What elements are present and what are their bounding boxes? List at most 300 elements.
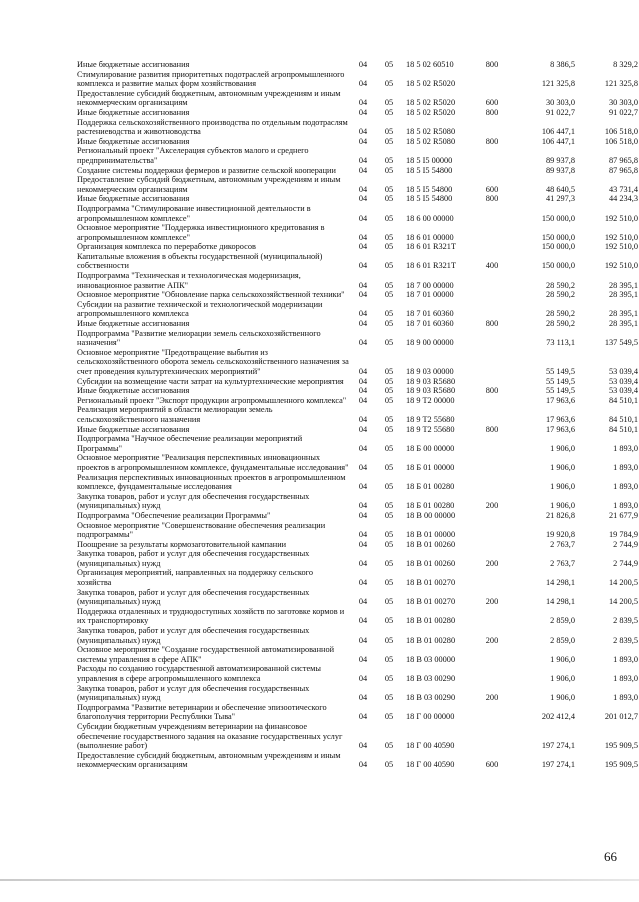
- amount-year-1: 55 149,5: [545, 367, 575, 376]
- expense-type-code: 200: [485, 558, 499, 568]
- subsection-code: 05: [384, 242, 394, 252]
- target-article-code: 18 Б 01 00280: [406, 501, 455, 511]
- page-number: 66: [604, 849, 617, 864]
- amount-year-1: 2 859,0: [550, 616, 575, 626]
- table-row: [0, 386, 639, 396]
- amount-year-1: 55 149,5: [545, 386, 575, 396]
- amount-year-2: 28 395,1: [608, 319, 638, 329]
- section-code: 04: [358, 539, 368, 549]
- section-code: 04: [358, 309, 368, 319]
- amount-year-1: 121 325,8: [541, 79, 575, 89]
- target-article-code: 18 9 03 00000: [406, 367, 454, 376]
- amount-year-1: 21 826,8: [545, 510, 575, 520]
- target-article-code: 18 6 01 R321T: [406, 242, 457, 252]
- subsection-code: 05: [384, 414, 394, 424]
- table-row: [0, 722, 639, 751]
- row-name: Иные бюджетные ассигнования: [77, 319, 190, 329]
- target-article-code: 18 В 01 00280: [406, 616, 456, 626]
- subsection-code: 05: [384, 194, 394, 204]
- target-article-code: 18 5 02 R5080: [406, 127, 456, 137]
- subsection-code: 05: [384, 107, 394, 117]
- target-article-code: 18 9 T2 55680: [406, 424, 455, 434]
- target-article-code: 18 Г 00 00000: [406, 712, 455, 722]
- target-article-code: 18 В 03 00290: [406, 693, 456, 703]
- table-row: [0, 684, 639, 703]
- row-name: Организация мероприятий, направленных на поддержку сельского хозяйства: [77, 568, 314, 588]
- table-row: [0, 453, 639, 472]
- row-name: Подпрограмма "Развитие мелиорации земель сельскохозяйственного назначения": [77, 328, 321, 348]
- amount-year-1: 1 906,0: [550, 654, 575, 664]
- row-name: Региональный проект "Акселерация субъектов малого и среднего предпринимательства": [77, 146, 309, 165]
- subsection-code: 05: [384, 558, 394, 568]
- subsection-code: 05: [384, 510, 394, 520]
- table-row: [0, 166, 639, 176]
- table-row: [0, 607, 639, 626]
- row-name: Предоставление субсидий бюджетным, автономным учреждениям и иным некоммерческим организациям: [77, 88, 341, 108]
- expense-type-code: 400: [485, 261, 499, 271]
- target-article-code: 18 Б 01 00000: [406, 462, 455, 472]
- target-article-code: 18 6 01 R321T: [406, 261, 457, 271]
- section-code: 04: [358, 213, 368, 223]
- amount-year-1: 2 763,7: [550, 539, 575, 549]
- subsection-code: 05: [384, 712, 394, 722]
- section-code: 04: [358, 558, 368, 568]
- amount-year-2: 2 839,5: [613, 616, 638, 626]
- subsection-code: 05: [384, 290, 394, 300]
- amount-year-2: 53 039,4: [608, 376, 638, 386]
- amount-year-2: 84 510,1: [608, 414, 638, 424]
- amount-year-2: 84 510,1: [608, 395, 638, 405]
- amount-year-2: 14 200,5: [608, 578, 638, 588]
- amount-year-2: 28 395,1: [608, 290, 638, 300]
- row-name: Основное мероприятие "Предотвращение выбытия из сельскохозяйственного оборота земель сельскохозяйственного назначения за счет проведения культуртехнических мероприятий": [77, 347, 349, 376]
- target-article-code: 18 7 01 60360: [406, 309, 454, 319]
- amount-year-2: 2 744,9: [613, 539, 638, 549]
- subsection-code: 05: [384, 60, 394, 69]
- amount-year-1: 89 937,8: [545, 155, 575, 165]
- section-code: 04: [358, 165, 368, 175]
- section-code: 04: [358, 107, 368, 117]
- section-code: 04: [358, 654, 368, 664]
- expense-type-code: 200: [485, 501, 499, 511]
- subsection-code: 05: [384, 338, 394, 348]
- subsection-code: 05: [384, 462, 394, 472]
- row-name: Подпрограмма "Стимулирование инвестиционной деятельности в агропромышленном комплексе": [77, 203, 311, 223]
- table-row: [0, 137, 639, 147]
- row-name: Подпрограмма "Научное обеспечение реализации мероприятий Программы": [77, 434, 303, 453]
- table-row: [0, 396, 639, 406]
- amount-year-1: 41 297,3: [545, 194, 575, 204]
- amount-year-2: 1 893,0: [613, 501, 638, 511]
- table-row: [0, 146, 639, 165]
- amount-year-2: 2 839,5: [613, 635, 638, 645]
- expense-type-code: 800: [485, 424, 499, 434]
- amount-year-1: 28 590,2: [545, 290, 575, 300]
- table-row: [0, 300, 639, 319]
- row-name: Иные бюджетные ассигнования: [77, 60, 190, 69]
- amount-year-1: 1 906,0: [550, 501, 575, 511]
- section-code: 04: [358, 376, 368, 386]
- amount-year-1: 14 298,1: [545, 578, 575, 588]
- table-row: [0, 194, 639, 204]
- section-code: 04: [358, 127, 368, 137]
- row-name: Субсидии на развитие технической и технологической модернизации агропромышленного комплекса: [77, 299, 323, 319]
- amount-year-2: 192 510,0: [604, 232, 638, 242]
- amount-year-2: 1 893,0: [613, 654, 638, 664]
- row-name: Иные бюджетные ассигнования: [77, 386, 190, 396]
- row-name: Создание системы поддержки фермеров и развитие сельской кооперации: [77, 165, 336, 175]
- row-name: Иные бюджетные ассигнования: [77, 136, 190, 146]
- row-name: Предоставление субсидий бюджетным, автономным учреждениям и иным некоммерческим организациям: [77, 175, 341, 194]
- amount-year-2: 192 510,0: [604, 242, 638, 252]
- row-name: Закупка товаров, работ и услуг для обеспечения государственных (муниципальных) нужд: [77, 683, 310, 703]
- table-row: [0, 405, 639, 424]
- expense-type-code: 800: [485, 107, 499, 117]
- amount-year-2: 87 965,8: [608, 165, 638, 175]
- row-name: Предоставление субсидий бюджетным, автономным учреждениям и иным некоммерческим организациям: [77, 750, 341, 770]
- amount-year-2: 28 395,1: [608, 280, 638, 290]
- table-row: [0, 751, 639, 770]
- row-name: Субсидии на возмещение части затрат на культуртехнические мероприятия: [77, 376, 344, 386]
- target-article-code: 18 5 I5 54800: [406, 165, 453, 175]
- target-article-code: 18 В 01 00270: [406, 597, 456, 607]
- amount-year-1: 55 149,5: [545, 376, 575, 386]
- amount-year-2: 1 893,0: [613, 674, 638, 683]
- amount-year-1: 2 859,0: [550, 635, 575, 645]
- target-article-code: 18 9 T2 55680: [406, 414, 455, 424]
- row-name: Региональный проект "Экспорт продукции агропромышленного комплекса": [77, 395, 347, 405]
- amount-year-2: 44 234,3: [608, 194, 638, 204]
- amount-year-2: 106 518,0: [604, 127, 638, 137]
- row-name: Поддержка сельскохозяйственного производства по отдельным подотраслям растениеводства и животноводства: [77, 117, 348, 137]
- target-article-code: 18 Г 00 40590: [406, 760, 455, 770]
- amount-year-2: 21 677,9: [608, 510, 638, 520]
- target-article-code: 18 В 01 00260: [406, 558, 456, 568]
- subsection-code: 05: [384, 376, 394, 386]
- section-code: 04: [358, 510, 368, 520]
- subsection-code: 05: [384, 232, 394, 242]
- amount-year-2: 1 893,0: [613, 693, 638, 703]
- target-article-code: 18 5 02 R5020: [406, 107, 456, 117]
- amount-year-2: 192 510,0: [604, 261, 638, 271]
- amount-year-2: 2 744,9: [613, 558, 638, 568]
- table-row: [0, 204, 639, 223]
- target-article-code: 18 7 01 60360: [406, 319, 454, 329]
- expense-type-code: 600: [485, 98, 499, 108]
- table-row: [0, 175, 639, 194]
- section-code: 04: [358, 98, 368, 108]
- amount-year-2: 1 893,0: [613, 462, 638, 472]
- table-row: [0, 319, 639, 329]
- row-name: Реализация мероприятий в области мелиорации земель сельскохозяйственного назначения: [77, 405, 273, 424]
- amount-year-2: 14 200,5: [608, 597, 638, 607]
- amount-year-1: 17 963,6: [545, 424, 575, 434]
- table-row: [0, 473, 639, 492]
- amount-year-1: 1 906,0: [550, 482, 575, 492]
- row-name: Расходы по созданию государственной автоматизированной системы управления в сфере агропромышленного комплекса: [77, 664, 321, 683]
- target-article-code: 18 9 03 R5680: [406, 376, 456, 386]
- target-article-code: 18 В 03 00000: [406, 654, 456, 664]
- amount-year-1: 91 022,7: [545, 107, 575, 117]
- table-row: [0, 511, 639, 521]
- amount-year-1: 106 447,1: [541, 136, 575, 146]
- subsection-code: 05: [384, 136, 394, 146]
- amount-year-1: 19 920,8: [545, 530, 575, 540]
- expense-type-code: 200: [485, 635, 499, 645]
- subsection-code: 05: [384, 165, 394, 175]
- expense-type-code: 600: [485, 760, 499, 770]
- subsection-code: 05: [384, 741, 394, 751]
- amount-year-1: 106 447,1: [541, 127, 575, 137]
- table-row: [0, 588, 639, 607]
- amount-year-2: 1 893,0: [613, 482, 638, 492]
- target-article-code: 18 Г 00 40590: [406, 741, 455, 751]
- target-article-code: 18 Б 00 00000: [406, 443, 455, 453]
- row-name: Иные бюджетные ассигнования: [77, 424, 190, 434]
- amount-year-1: 150 000,0: [541, 232, 575, 242]
- section-code: 04: [358, 194, 368, 204]
- row-name: Подпрограмма "Техническая и технологическая модернизация, инновационное развитие АПК": [77, 271, 301, 290]
- amount-year-1: 28 590,2: [545, 319, 575, 329]
- row-name: Закупка товаров, работ и услуг для обеспечения государственных (муниципальных) нужд: [77, 549, 310, 568]
- section-code: 04: [358, 242, 368, 252]
- row-name: Иные бюджетные ассигнования: [77, 107, 190, 117]
- section-code: 04: [358, 597, 368, 607]
- amount-year-1: 17 963,6: [545, 395, 575, 405]
- section-code: 04: [358, 616, 368, 626]
- row-name: Основное мероприятие "Поддержка инвестиционного кредитования в агропромышленном комплексе": [77, 223, 325, 242]
- amount-year-2: 28 395,1: [608, 309, 638, 319]
- section-code: 04: [358, 290, 368, 300]
- section-code: 04: [358, 232, 368, 242]
- budget-table: [0, 60, 639, 770]
- subsection-code: 05: [384, 309, 394, 319]
- section-code: 04: [358, 395, 368, 405]
- row-name: Субсидии бюджетным учреждениям ветеринарии на финансовое обеспечение государственного задания на оказание государственных услуг (выполнение работ): [77, 721, 343, 751]
- expense-type-code: 800: [485, 60, 499, 69]
- section-code: 04: [358, 674, 368, 683]
- amount-year-2: 106 518,0: [604, 136, 638, 146]
- target-article-code: 18 9 T2 00000: [406, 395, 455, 405]
- amount-year-1: 1 906,0: [550, 693, 575, 703]
- expense-type-code: 600: [485, 184, 499, 194]
- subsection-code: 05: [384, 597, 394, 607]
- table-row: [0, 242, 639, 252]
- row-name: Основное мероприятие "Реализация перспективных инновационных проектов в агропромышленном комплексе, фундаментальные исследования": [77, 453, 349, 472]
- subsection-code: 05: [384, 530, 394, 540]
- subsection-code: 05: [384, 155, 394, 165]
- target-article-code: 18 5 02 60510: [406, 60, 454, 69]
- target-article-code: 18 В 00 00000: [406, 510, 456, 520]
- amount-year-1: 30 303,0: [545, 98, 575, 108]
- table-row: [0, 223, 639, 242]
- expense-type-code: 200: [485, 693, 499, 703]
- row-name: Основное мероприятие "Обновление парка сельскохозяйственной техники": [77, 290, 345, 300]
- row-name: Реализация перспективных инновационных проектов в агропромышленном комплексе, фундаментальные исследования: [77, 472, 346, 492]
- section-code: 04: [358, 60, 368, 69]
- expense-type-code: 800: [485, 386, 499, 396]
- table-row: [0, 549, 639, 568]
- table-row: [0, 703, 639, 722]
- table-row: [0, 252, 639, 271]
- target-article-code: 18 5 I5 54800: [406, 194, 453, 204]
- section-code: 04: [358, 79, 368, 89]
- amount-year-2: 53 039,4: [608, 386, 638, 396]
- table-row: [0, 290, 639, 300]
- subsection-code: 05: [384, 674, 394, 683]
- subsection-code: 05: [384, 501, 394, 511]
- subsection-code: 05: [384, 578, 394, 588]
- amount-year-1: 89 937,8: [545, 165, 575, 175]
- table-row: [0, 89, 639, 108]
- amount-year-1: 197 274,1: [541, 741, 575, 751]
- section-code: 04: [358, 693, 368, 703]
- subsection-code: 05: [384, 367, 394, 376]
- section-code: 04: [358, 635, 368, 645]
- row-name: Основное мероприятие "Создание государственной автоматизированной системы управления в сфере АПК": [77, 645, 335, 664]
- amount-year-2: 121 325,8: [604, 79, 638, 89]
- table-row: [0, 348, 639, 377]
- table-row: [0, 434, 639, 453]
- amount-year-1: 48 640,5: [545, 184, 575, 194]
- target-article-code: 18 7 01 00000: [406, 290, 454, 300]
- table-row: [0, 108, 639, 118]
- section-code: 04: [358, 462, 368, 472]
- section-code: 04: [358, 319, 368, 329]
- target-article-code: 18 5 02 R5020: [406, 79, 456, 89]
- amount-year-2: 192 510,0: [604, 213, 638, 223]
- table-row: [0, 645, 639, 664]
- amount-year-2: 84 510,1: [608, 424, 638, 434]
- amount-year-2: 137 549,5: [604, 338, 638, 348]
- row-name: Капитальные вложения в объекты государственной (муниципальной) собственности: [77, 251, 323, 271]
- amount-year-2: 1 893,0: [613, 443, 638, 453]
- section-code: 04: [358, 261, 368, 271]
- target-article-code: 18 5 02 R5080: [406, 136, 456, 146]
- table-row: [0, 377, 639, 387]
- table-row: [0, 118, 639, 137]
- subsection-code: 05: [384, 539, 394, 549]
- section-code: 04: [358, 386, 368, 396]
- table-row: [0, 60, 639, 70]
- row-name: Подпрограмма "Обеспечение реализации Программы": [77, 510, 271, 520]
- amount-year-2: 43 731,4: [608, 184, 638, 194]
- subsection-code: 05: [384, 635, 394, 645]
- subsection-code: 05: [384, 127, 394, 137]
- row-name: Закупка товаров, работ и услуг для обеспечения государственных (муниципальных) нужд: [77, 587, 310, 607]
- section-code: 04: [358, 501, 368, 511]
- row-name: Подпрограмма "Развитие ветеринарии и обеспечение эпизоотического благополучия территории Республики Тыва": [77, 702, 327, 722]
- amount-year-1: 150 000,0: [541, 261, 575, 271]
- section-code: 04: [358, 338, 368, 348]
- amount-year-1: 14 298,1: [545, 597, 575, 607]
- row-name: Закупка товаров, работ и услуг для обеспечения государственных (муниципальных) нужд: [77, 491, 310, 511]
- amount-year-1: 28 590,2: [545, 309, 575, 319]
- subsection-code: 05: [384, 213, 394, 223]
- target-article-code: 18 В 01 00280: [406, 635, 456, 645]
- subsection-code: 05: [384, 654, 394, 664]
- section-code: 04: [358, 414, 368, 424]
- expense-type-code: 800: [485, 319, 499, 329]
- section-code: 04: [358, 760, 368, 770]
- subsection-code: 05: [384, 319, 394, 329]
- amount-year-1: 8 386,5: [550, 60, 575, 69]
- target-article-code: 18 В 01 00000: [406, 530, 456, 540]
- amount-year-2: 19 784,9: [608, 530, 638, 540]
- row-name: Организация комплекса по переработке дикоросов: [77, 242, 256, 252]
- amount-year-2: 30 303,0: [608, 98, 638, 108]
- subsection-code: 05: [384, 482, 394, 492]
- subsection-code: 05: [384, 443, 394, 453]
- table-row: [0, 664, 639, 683]
- expense-type-code: 800: [485, 194, 499, 204]
- subsection-code: 05: [384, 760, 394, 770]
- amount-year-1: 17 963,6: [545, 414, 575, 424]
- amount-year-1: 1 906,0: [550, 462, 575, 472]
- expense-type-code: 200: [485, 597, 499, 607]
- amount-year-2: 53 039,4: [608, 367, 638, 376]
- table-row: [0, 329, 639, 348]
- section-code: 04: [358, 424, 368, 434]
- table-row: [0, 425, 639, 435]
- row-name: Основное мероприятие "Совершенствование обеспечения реализации подпрограммы": [77, 520, 326, 540]
- section-code: 04: [358, 530, 368, 540]
- target-article-code: 18 9 00 00000: [406, 338, 454, 348]
- amount-year-1: 1 906,0: [550, 674, 575, 683]
- subsection-code: 05: [384, 261, 394, 271]
- section-code: 04: [358, 741, 368, 751]
- subsection-code: 05: [384, 280, 394, 290]
- table-row: [0, 271, 639, 290]
- target-article-code: 18 В 01 00270: [406, 578, 456, 588]
- target-article-code: 18 7 00 00000: [406, 280, 454, 290]
- subsection-code: 05: [384, 395, 394, 405]
- table-row: [0, 540, 639, 550]
- table-row: [0, 521, 639, 540]
- section-code: 04: [358, 280, 368, 290]
- amount-year-2: 87 965,8: [608, 155, 638, 165]
- amount-year-1: 28 590,2: [545, 280, 575, 290]
- subsection-code: 05: [384, 424, 394, 434]
- row-name: Стимулирование развития приоритетных подотраслей агропромышленного комплекса и развитие малых форм хозяйствования: [77, 69, 345, 89]
- target-article-code: 18 В 01 00260: [406, 539, 456, 549]
- section-code: 04: [358, 155, 368, 165]
- row-name: Поощрение за результаты кормозаготовительной кампании: [77, 539, 287, 549]
- section-code: 04: [358, 367, 368, 376]
- section-code: 04: [358, 184, 368, 194]
- amount-year-1: 2 763,7: [550, 558, 575, 568]
- amount-year-1: 150 000,0: [541, 242, 575, 252]
- section-code: 04: [358, 712, 368, 722]
- section-code: 04: [358, 578, 368, 588]
- target-article-code: 18 5 I5 54800: [406, 184, 453, 194]
- subsection-code: 05: [384, 79, 394, 89]
- target-article-code: 18 6 00 00000: [406, 213, 454, 223]
- amount-year-1: 73 113,1: [546, 338, 575, 348]
- target-article-code: 18 9 03 R5680: [406, 386, 456, 396]
- amount-year-1: 150 000,0: [541, 213, 575, 223]
- amount-year-1: 197 274,1: [541, 760, 575, 770]
- subsection-code: 05: [384, 616, 394, 626]
- amount-year-2: 201 012,7: [604, 712, 638, 722]
- amount-year-2: 8 329,2: [613, 60, 638, 69]
- table-row: [0, 568, 639, 587]
- section-code: 04: [358, 482, 368, 492]
- subsection-code: 05: [384, 386, 394, 396]
- expense-type-code: 800: [485, 136, 499, 146]
- section-code: 04: [358, 136, 368, 146]
- subsection-code: 05: [384, 98, 394, 108]
